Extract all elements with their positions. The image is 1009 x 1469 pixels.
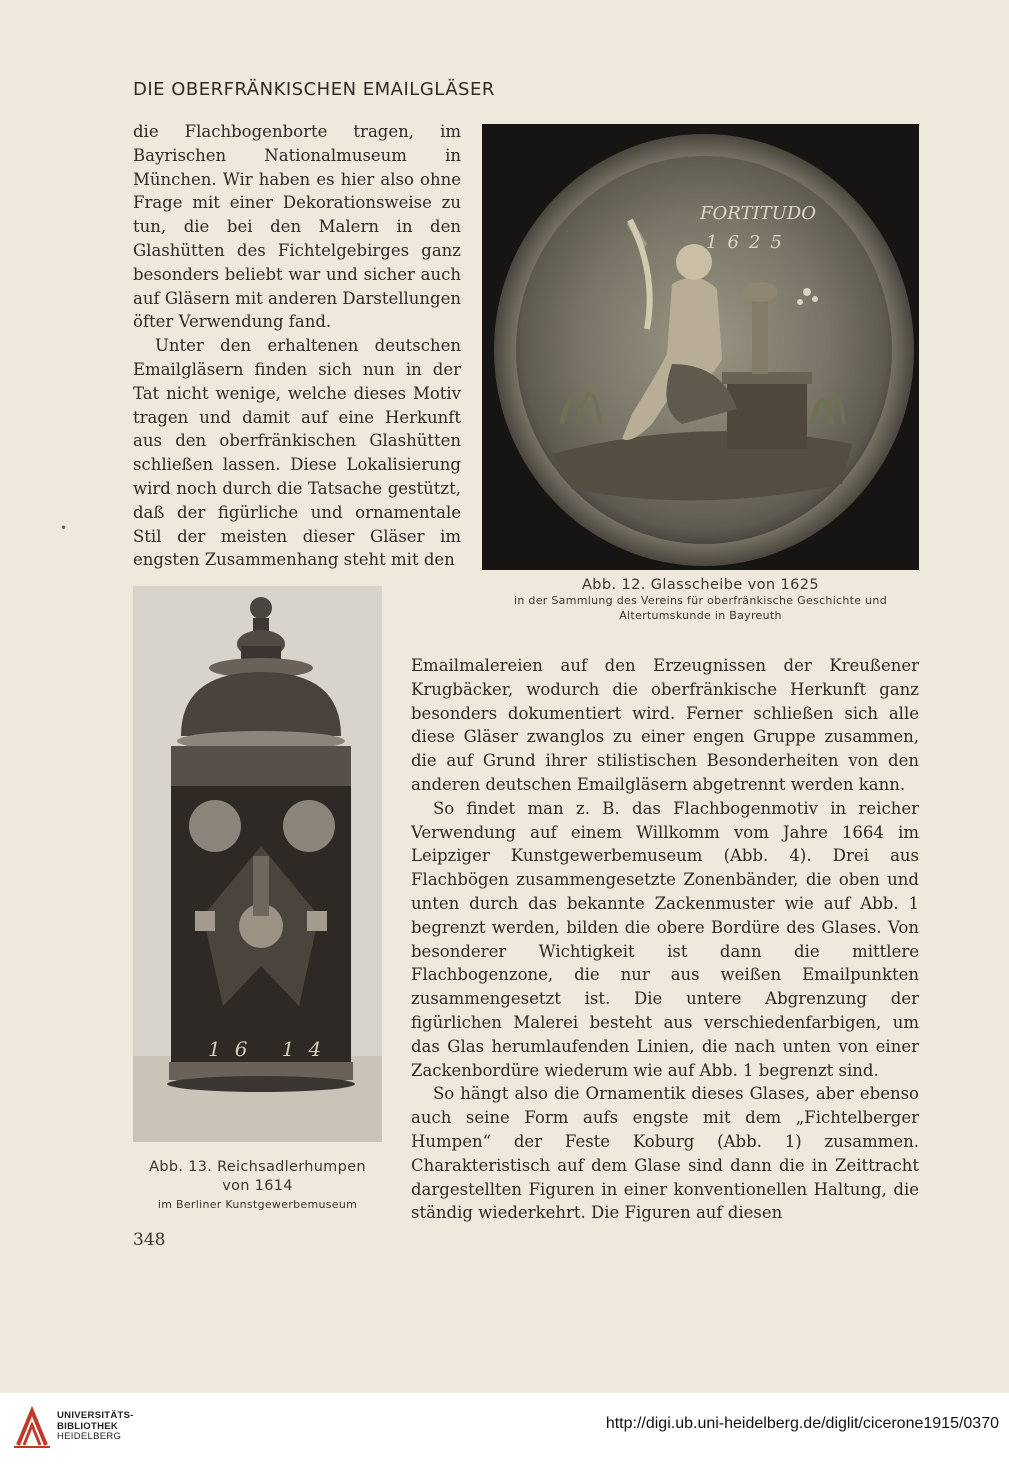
caption-line: im Berliner Kunstgewerbemuseum bbox=[157, 1198, 358, 1211]
caption-line: in der Sammlung des Vereins für oberfränkische Geschichte und bbox=[514, 594, 887, 607]
paragraph: So hängt also die Ornamentik dieses Glases, aber ebenso auch seine Form aufs engste mit dem „Fichtelberger Humpen“ der Feste Koburg (Abb. 1) zusammen. Charakteristisch auf dem Glase sind dann die in Zeittracht dargestellten Figuren in einer konventionellen Haltung, die ständig wiederkehrt. Die Figuren auf diesen bbox=[411, 1084, 919, 1223]
page-number: 348 bbox=[133, 1230, 166, 1250]
left-text-column bbox=[133, 120, 461, 572]
humpen-illustration bbox=[133, 586, 382, 1142]
humpen-date: 16 14 bbox=[208, 1037, 336, 1061]
figure-glass-disc bbox=[482, 124, 919, 570]
paragraph: Unter den erhaltenen deutschen Emailgläsern finden sich nun in der Tat nicht wenige, welche dieses Motiv tragen und damit auf eine Herkunft aus den oberfränkischen Glashütten schließen lassen. Diese Lokalisierung wird noch durch die Tatsache gestützt, daß der figürliche und ornamentale Stil der meisten dieser Gläser im engsten Zusammenhang steht mit den bbox=[133, 336, 461, 570]
caption-title: Abb. 13. Reichsadlerhumpen bbox=[149, 1159, 366, 1175]
footer-bar bbox=[0, 1393, 1009, 1469]
glass-disc-illustration bbox=[482, 124, 919, 570]
disc-inscription: FORTITUDO bbox=[700, 203, 816, 224]
paragraph: die Flachbogenborte tragen, im Bayrischen Nationalmuseum in München. Wir haben es hier also ohne Frage mit einer Dekorationsweise zu tun, die bei den Malern in den Glashütten des Fichtelgebirges ganz besonders beliebt war und sicher auch auf Gläsern mit anderen Darstellungen öfter Verwendung fand. bbox=[133, 122, 461, 332]
source-url-link[interactable]: http://digi.ub.uni-heidelberg.de/diglit/cicerone1915/0370 bbox=[605, 1415, 999, 1432]
caption-line: Altertumskunde in Bayreuth bbox=[619, 609, 782, 622]
margin-mark: • bbox=[60, 521, 68, 535]
library-name: UNIVERSITÄTS- BIBLIOTHEK HEIDELBERG bbox=[57, 1410, 134, 1442]
figure-12-caption bbox=[482, 577, 919, 623]
caption-title: Abb. 12. Glasscheibe von 1625 bbox=[581, 577, 820, 593]
figure-13-caption bbox=[123, 1158, 392, 1211]
paragraph: Emailmalereien auf den Erzeugnissen der Kreußener Krugbäcker, wodurch die oberfränkische Herkunft ganz besonders dokumentiert wird. Ferner schließen sich alle diese Gläser zwanglos zu einer engen Gruppe zusammen, die auf Grund ihrer stilistischen Besonderheiten von den anderen deutschen Emailgläsern abgetrennt werden kann. bbox=[411, 656, 919, 794]
disc-year: 1625 bbox=[706, 232, 792, 253]
paragraph: So findet man z. B. das Flachbogenmotiv in reicher Verwendung auf einem Willkomm vom Jahre 1664 im Leipziger Kunstgewerbemuseum (Abb. 4). Drei aus Flachbögen zusammengesetzte Zonenbänder, die oben und unten durch das bekannte Zackenmuster wie auf Abb. 1 begrenzt werden, bilden die obere Bordüre des Glases. Von besonderer Wichtigkeit ist dann die mittlere Flachbogenzone, die nur aus weißen Emailpunkten zusammengesetzt ist. Die untere Abgrenzung der figürlichen Malerei besteht aus verschiedenfarbigen, um das Glas herumlaufenden Linien, die nach unten von einer Zackenbordüre wiederum wie auf Abb. 1 begrenzt sind. bbox=[411, 798, 919, 1080]
caption-subtitle: von 1614 bbox=[222, 1178, 293, 1194]
figure-humpen bbox=[133, 586, 382, 1142]
running-title: DIE OBERFRÄNKISCHEN EMAILGLÄSER bbox=[133, 79, 495, 100]
right-text-column bbox=[411, 654, 919, 1225]
library-logo-icon bbox=[12, 1405, 52, 1449]
